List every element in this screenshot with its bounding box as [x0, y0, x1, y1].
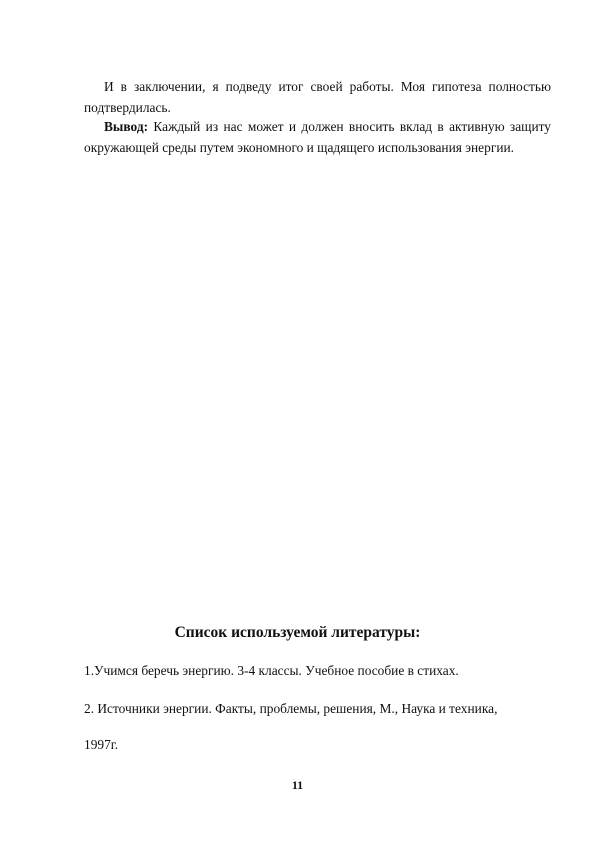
conclusion-paragraph: И в заключении, я подведу итог своей работы. Моя гипотеза полностью подтвердилась. — [84, 79, 551, 115]
reference-item: 1.Учимся беречь энергию. 3-4 классы. Учебное пособие в стихах. — [84, 663, 459, 678]
references-heading: Список используемой литературы: — [174, 624, 421, 641]
summary-text: Каждый из нас может и должен вносить вклад в активную защиту окружающей среды путем экономного и щадящего использования энергии. — [84, 119, 551, 155]
summary-label: Вывод: — [104, 119, 149, 134]
reference-item-continuation: 1997г. — [84, 737, 119, 752]
page-number: 11 — [291, 778, 304, 792]
reference-item: 2. Источники энергии. Факты, проблемы, решения, М., Наука и техника, — [84, 701, 498, 716]
summary-paragraph — [84, 116, 551, 158]
